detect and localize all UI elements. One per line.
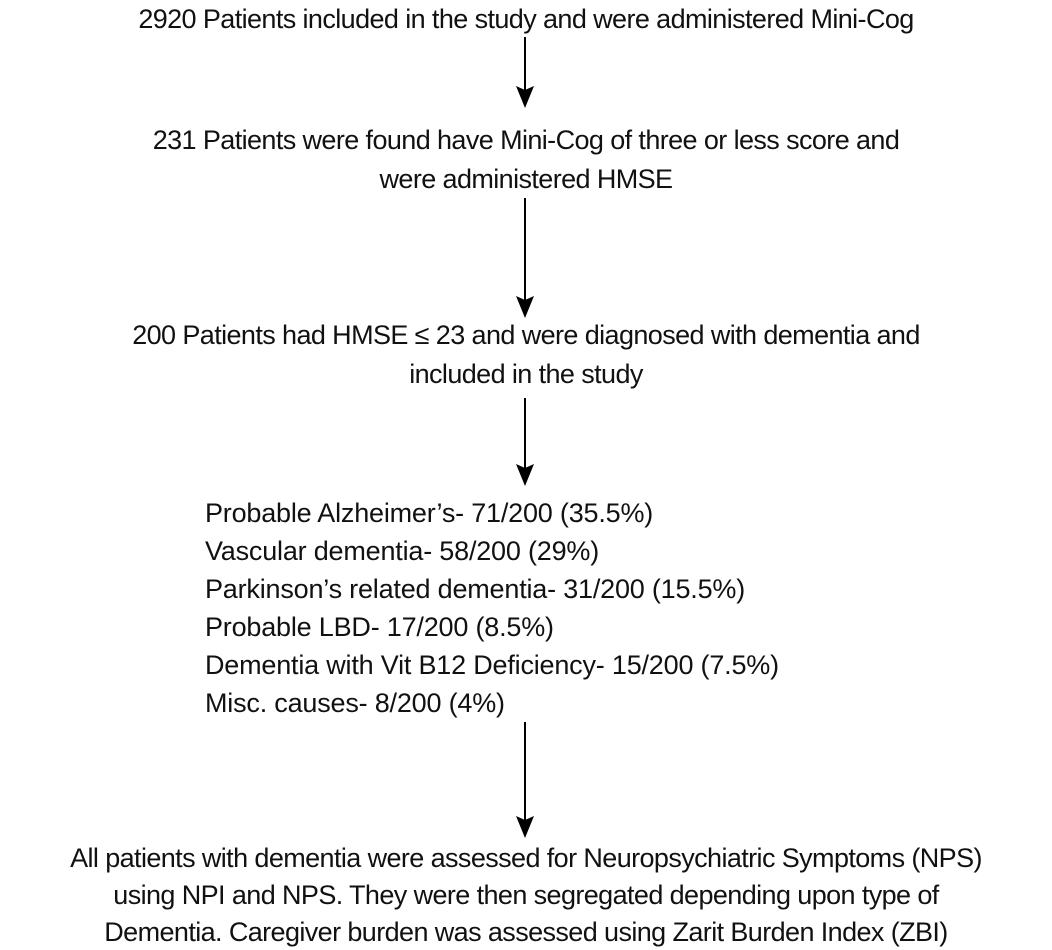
arrow-step1-to-step2: [516, 37, 534, 108]
diagnosis-item: Probable LBD- 17/200 (8.5%): [205, 612, 554, 642]
diagnosis-item: Vascular dementia- 58/200 (29%): [205, 536, 600, 566]
arrow-step2-to-step3: [516, 198, 534, 318]
arrow-step3-to-diagnoses: [516, 398, 534, 486]
step2-text-line1: 231 Patients were found have Mini-Cog of three or less score and: [152, 125, 900, 155]
diagnosis-item: Misc. causes- 8/200 (4%): [205, 688, 505, 718]
step1-text: 2920 Patients included in the study and were administered Mini-Cog: [138, 4, 914, 34]
diagnosis-item: Probable Alzheimer’s- 71/200 (35.5%): [205, 498, 654, 528]
arrow-diagnoses-to-step5: [516, 722, 534, 838]
step2-text-line2: were administered HMSE: [379, 164, 673, 194]
step5-text-line3: Dementia. Caregiver burden was assessed using Zarit Burden Index (ZBI): [104, 917, 948, 947]
step5-text-line1: All patients with dementia were assessed for Neuropsychiatric Symptoms (NPS): [70, 843, 982, 873]
step3-text-line1: 200 Patients had HMSE ≤ 23 and were diagnosed with dementia and: [132, 320, 920, 350]
step5-text-line2: using NPI and NPS. They were then segregated depending upon type of: [113, 880, 939, 910]
step3-text-line2: included in the study: [409, 359, 643, 389]
diagnosis-item: Parkinson’s related dementia- 31/200 (15.5%): [205, 574, 746, 604]
diagnosis-item: Dementia with Vit B12 Deficiency- 15/200 (7.5%): [205, 650, 779, 680]
